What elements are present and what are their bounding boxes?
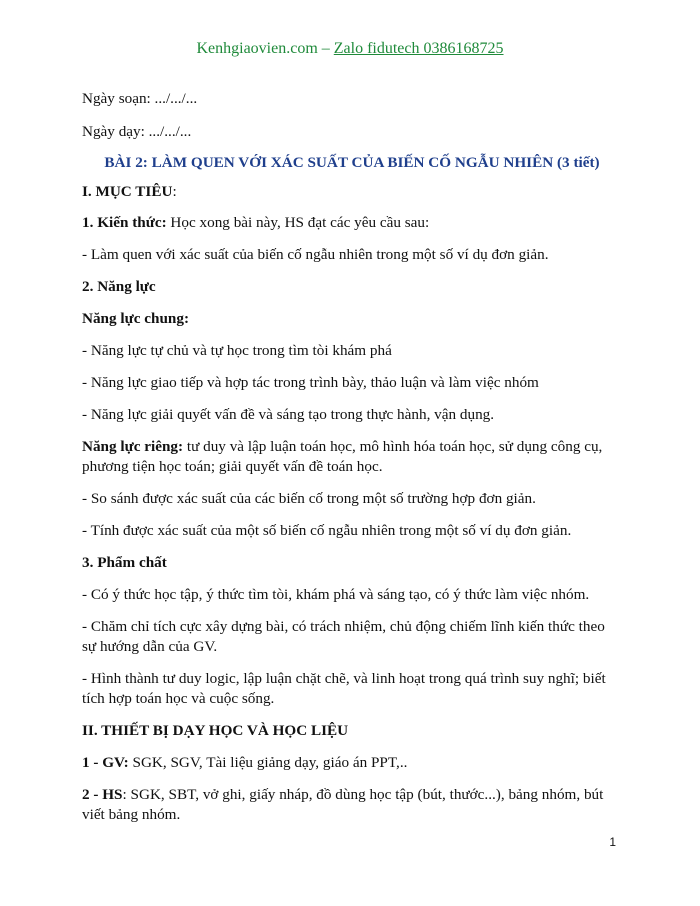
nang-luc-rieng-line-1 — [82, 437, 622, 457]
section-2-heading: II. THIẾT BỊ DẠY HỌC VÀ HỌC LIỆU — [82, 722, 349, 739]
nang-luc-chung-heading: Năng lực chung: — [82, 310, 190, 327]
page-number: 1 — [609, 835, 616, 849]
section-1-heading-text: I. MỤC TIÊU — [82, 183, 173, 200]
nang-luc-chung-item: - Năng lực tự chủ và tự học trong tìm tòi khám phá — [82, 342, 392, 359]
kien-thuc-label: 1. Kiến thức: — [82, 214, 167, 231]
page-header — [0, 40, 700, 58]
pham-chat-heading: 3. Phẩm chất — [82, 554, 167, 571]
pham-chat-item-2-line-2: sự hướng dẫn của GV. — [82, 638, 218, 655]
kien-thuc-item: - Làm quen với xác suất của biến cố ngẫu nhiên trong một số ví dụ đơn giản. — [82, 246, 549, 263]
hs-text: : SGK, SBT, vở ghi, giấy nháp, đồ dùng học tập (bút, thước...), bảng nhóm, bút — [122, 786, 604, 803]
hs-label: 2 - HS — [82, 786, 123, 803]
header-separator: – — [317, 40, 334, 57]
ngay-soan: Ngày soạn: .../.../... — [82, 90, 198, 107]
nang-luc-rieng-item: - So sánh được xác suất của các biến cố trong một số trường hợp đơn giản. — [82, 490, 536, 507]
gv-line — [82, 753, 622, 773]
section-1-heading — [82, 182, 622, 202]
kien-thuc-text: Học xong bài này, HS đạt các yêu cầu sau: — [166, 214, 430, 231]
site-link[interactable]: Kenhgiaovien.com — [196, 40, 318, 57]
nang-luc-rieng-label: Năng lực riêng: — [82, 438, 184, 455]
nang-luc-rieng-line-2: phương tiện học toán; giải quyết vấn đề toán học. — [82, 458, 383, 475]
section-1-heading-colon: : — [172, 183, 177, 200]
pham-chat-item-2-line-1: - Chăm chỉ tích cực xây dựng bài, có trách nhiệm, chủ động chiếm lĩnh kiến thức theo — [82, 618, 605, 635]
pham-chat-item-3-line-2: tích hợp toán học và cuộc sống. — [82, 690, 275, 707]
gv-text: SGK, SGV, Tài liệu giảng dạy, giáo án PPT,.. — [128, 754, 408, 771]
pham-chat-item-3-line-1: - Hình thành tư duy logic, lập luận chặt chẽ, và linh hoạt trong quá trình suy nghĩ; biết — [82, 670, 606, 687]
nang-luc-heading: 2. Năng lực — [82, 278, 156, 295]
hs-line-2: viết bảng nhóm. — [82, 806, 181, 823]
nang-luc-rieng-item: - Tính được xác suất của một số biến cố ngẫu nhiên trong một số ví dụ đơn giản. — [82, 522, 572, 539]
nang-luc-rieng-text: tư duy và lập luận toán học, mô hình hóa toán học, sử dụng công cụ, — [183, 438, 603, 455]
zalo-contact-link[interactable]: Zalo fidutech 0386168725 — [333, 40, 504, 57]
kien-thuc-line — [82, 213, 622, 233]
gv-label: 1 - GV: — [82, 754, 129, 771]
lesson-title: BÀI 2: LÀM QUEN VỚI XÁC SUẤT CỦA BIẾN CỐ NGẪU NHIÊN (3 tiết) — [104, 154, 600, 171]
ngay-day: Ngày dạy: .../.../... — [82, 123, 192, 140]
nang-luc-chung-item: - Năng lực giải quyết vấn đề và sáng tạo trong thực hành, vận dụng. — [82, 406, 495, 423]
pham-chat-item-1: - Có ý thức học tập, ý thức tìm tòi, khám phá và sáng tạo, có ý thức làm việc nhóm. — [82, 586, 590, 603]
nang-luc-chung-item: - Năng lực giao tiếp và hợp tác trong trình bày, thảo luận và làm việc nhóm — [82, 374, 539, 391]
hs-line-1 — [82, 785, 622, 805]
